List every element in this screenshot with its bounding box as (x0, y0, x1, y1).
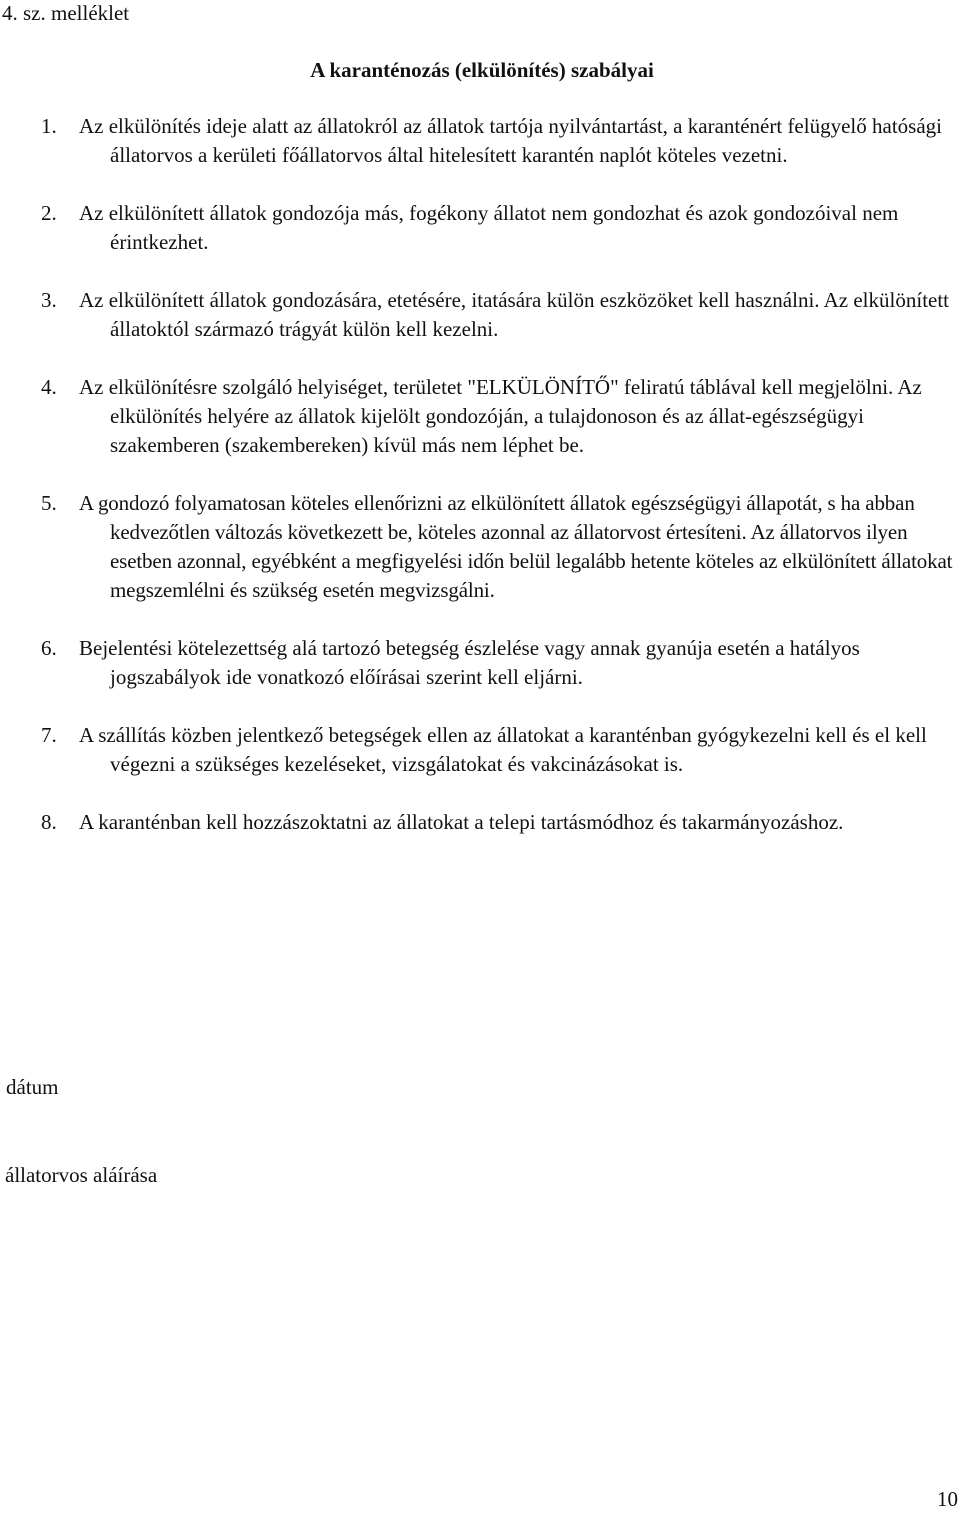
rule-number: 5. (41, 491, 57, 515)
rule-text: Bejelentési kötelezettség alá tartozó betegség észlelése vagy annak gyanúja esetén a hatályos jogszabályok ide vonatkozó előírásai szerint kell eljárni. (79, 636, 860, 689)
rule-item-1 (0, 112, 960, 170)
rules-list (0, 112, 960, 866)
rule-text: Az elkülönítésre szolgáló helyiséget, területet "ELKÜLÖNÍTŐ" feliratú táblával kell megjelölni. Az elkülönítés helyére az állatok kijelölt gondozóján, a tulajdonoson és az állat-egészségügyi szakemberen (szakembereken) kívül más nem léphet be. (79, 375, 922, 457)
rule-number: 7. (41, 723, 57, 747)
rule-text: Az elkülönített állatok gondozására, etetésére, itatására külön eszközöket kell használni. Az elkülönített állatoktól származó trágyát külön kell kezelni. (79, 288, 950, 341)
rule-number: 1. (41, 114, 57, 138)
rule-item-3 (0, 286, 960, 344)
rule-item-7 (0, 721, 960, 779)
rule-item-6 (0, 634, 960, 692)
document-title: A karanténozás (elkülönítés) szabályai (310, 58, 654, 82)
rule-text: Az elkülönítés ideje alatt az állatokról az állatok tartója nyilvántartást, a karanténért felügyelő hatósági állatorvos a kerületi főállatorvos által hitelesített karantén naplót köteles vezetni. (79, 114, 942, 167)
rule-item-4 (0, 373, 960, 460)
rule-item-8 (0, 808, 960, 837)
rule-number: 4. (41, 375, 57, 399)
veterinarian-signature-label: állatorvos aláírása (5, 1163, 158, 1187)
annex-label: 4. sz. melléklet (2, 1, 130, 25)
rule-number: 2. (41, 201, 57, 225)
page-number: 10 (937, 1487, 958, 1511)
rule-text: A szállítás közben jelentkező betegségek ellen az állatokat a karanténban gyógykezelni kell és el kell végezni a szükséges kezeléseket, vizsgálatokat és vakcinázásokat is. (79, 723, 927, 776)
rule-text: A gondozó folyamatosan köteles ellenőrizni az elkülönített állatok egészségügyi állapotát, s ha abban kedvezőtlen változás következett be, köteles azonnal az állatorvost értesíteni. Az állatorvos ilyen esetben azonnal, egyébként a megfigyelési időn belül legalább hetente köteles az elkülönített állatokat megszemlélni és szükség esetén megvizsgálni. (79, 491, 953, 602)
rule-number: 8. (41, 810, 57, 834)
rule-text: A karanténban kell hozzászoktatni az állatokat a telepi tartásmódhoz és takarmányozáshoz. (79, 810, 844, 834)
rule-number: 3. (41, 288, 57, 312)
rule-text: Az elkülönített állatok gondozója más, fogékony állatot nem gondozhat és azok gondozóival nem érintkezhet. (79, 201, 899, 254)
rule-item-5 (0, 489, 960, 605)
rule-item-2 (0, 199, 960, 257)
rule-number: 6. (41, 636, 57, 660)
date-label: dátum (6, 1075, 59, 1099)
